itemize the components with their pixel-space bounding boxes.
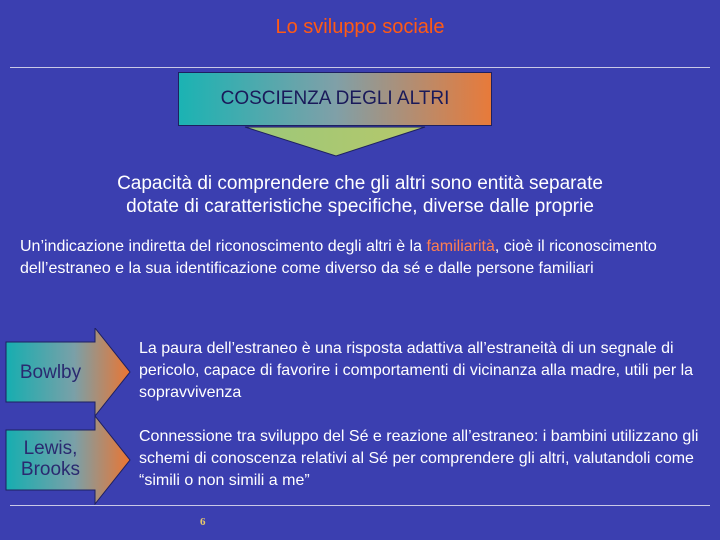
page-number: 6 [200,516,206,528]
lewis-brooks-label-line-1: Lewis, [23,438,78,459]
slide-title: Lo sviluppo sociale [275,16,445,38]
paragraph-highlight: familiarità [426,238,495,255]
lewis-brooks-label [6,438,95,480]
bowlby-label: Bowlby [19,362,82,383]
bowlby-description: La paura dell’estraneo è una risposta adattiva all’estraneità di un segnale di pericolo, capace di favorire i comportamenti di vicinanza alla madre, utili per la sopravvivenza [139,340,694,401]
lewis-brooks-description: Connessione tra sviluppo del Sé e reazione all’estraneo: i bambini utilizzano gli schemi di conoscenza relativi al Sé per comprendere gli altri, valutandoli come “simili o non simili a me” [139,428,699,489]
definition-line-2: dotate di caratteristiche specifiche, diverse dalle proprie [126,196,594,217]
paragraph-text-after: , cioè il riconoscimento dell’estraneo e la sua identificazione come diverso da sé e dalle persone familiari [20,238,657,277]
definition-line-1: Capacità di comprendere che gli altri sono entità separate [117,173,603,194]
heading-box [178,72,492,126]
definition-text [30,172,690,218]
bottom-divider [10,505,710,506]
heading-text: COSCIENZA DEGLI ALTRI [220,88,450,109]
lewis-brooks-label-line-2: Brooks [20,459,81,480]
paragraph-text-before: Un’indicazione indiretta del riconoscimento degli altri è la [20,238,427,255]
familiarity-paragraph [20,236,710,280]
